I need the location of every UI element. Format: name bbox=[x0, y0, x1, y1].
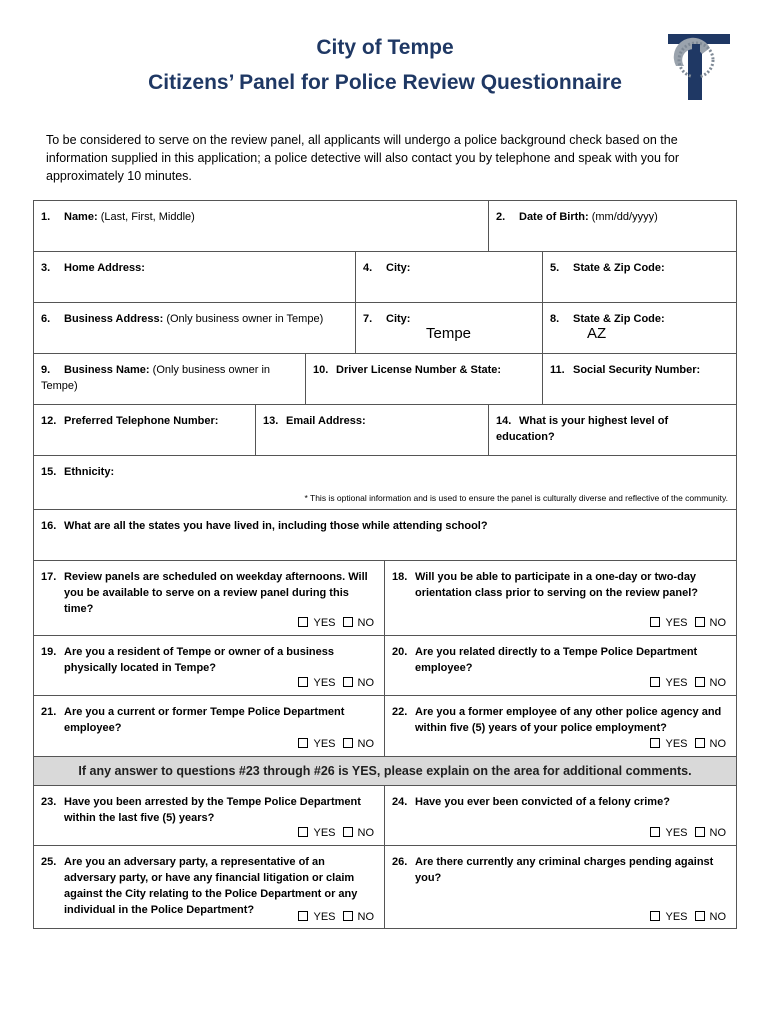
field-telephone[interactable]: 12. Preferred Telephone Number: bbox=[34, 405, 256, 456]
q20-no-option[interactable]: NO bbox=[695, 677, 727, 689]
form-title: City of Tempe bbox=[316, 36, 454, 59]
q20-yes-option[interactable]: YES bbox=[650, 677, 687, 689]
question-26-text: Are there currently any criminal charges pending against you? bbox=[415, 856, 714, 884]
field-ssn-label: Social Security Number: bbox=[573, 364, 701, 376]
field-business-city-label: City: bbox=[386, 313, 411, 325]
field-states-lived[interactable]: 16. What are all the states you have lived in, including those while attending school? bbox=[34, 510, 736, 561]
field-business-name-hint: (Only business owner in Tempe) bbox=[41, 364, 271, 392]
question-24-text: Have you ever been convicted of a felony crime? bbox=[415, 796, 670, 808]
question-18-text: Will you be able to participate in a one-day or two-day orientation class prior to serving on the review panel? bbox=[415, 571, 699, 599]
question-26: 26. Are there currently any criminal charges pending against you? YES NO bbox=[392, 856, 726, 923]
q23-yes-checkbox[interactable] bbox=[298, 827, 308, 837]
q26-yes-option[interactable]: YES bbox=[650, 911, 687, 923]
field-driver-license-label: Driver License Number & State: bbox=[336, 364, 502, 376]
form-subtitle: Citizens’ Panel for Police Review Questionnaire bbox=[148, 71, 622, 94]
question-17: 17. Review panels are scheduled on weekday afternoons. Will you be available to serve on a review panel during this time? YES NO bbox=[34, 561, 385, 636]
q26-no-checkbox[interactable] bbox=[695, 911, 705, 921]
field-email[interactable]: 13. Email Address: bbox=[256, 405, 489, 456]
field-education-label: What is your highest level of education? bbox=[496, 415, 669, 443]
field-business-address-label: Business Address: bbox=[64, 313, 164, 325]
field-home-address-label: Home Address: bbox=[64, 262, 145, 274]
questionnaire-form bbox=[33, 200, 737, 929]
q17-yes-checkbox[interactable] bbox=[298, 617, 308, 627]
field-name-label: Name: bbox=[64, 211, 98, 223]
field-ssn[interactable]: 11. Social Security Number: bbox=[543, 354, 736, 405]
question-25: 25. Are you an adversary party, a representative of an adversary party, or have any financial litigation or claim against the City relating to the Police Department or any individual in the Police Department? YES NO bbox=[34, 846, 385, 929]
field-state-zip[interactable]: 5. State & Zip Code: bbox=[543, 252, 736, 303]
q19-no-option[interactable]: NO bbox=[343, 677, 375, 689]
q25-no-option[interactable]: NO bbox=[343, 911, 375, 923]
q18-no-option[interactable]: NO bbox=[695, 617, 727, 629]
q19-yes-option[interactable]: YES bbox=[298, 677, 335, 689]
field-home-address[interactable]: 3. Home Address: bbox=[34, 252, 356, 303]
question-17-text: Review panels are scheduled on weekday afternoons. Will you be available to serve on a review panel during this time? bbox=[64, 571, 368, 615]
field-business-city-value[interactable]: Tempe bbox=[426, 325, 472, 342]
q21-yes-option[interactable]: YES bbox=[298, 738, 335, 750]
intro-paragraph: To be considered to serve on the review panel, all applicants will undergo a police background check based on the information supplied in this application; a police detective will also contact you by telephone and speak with you for approximately 10 minutes. bbox=[46, 133, 680, 183]
q22-yes-checkbox[interactable] bbox=[650, 738, 660, 748]
question-18: 18. Will you be able to participate in a one-day or two-day orientation class prior to serving on the review panel? YES NO bbox=[385, 561, 736, 636]
field-business-address[interactable]: 6. Business Address: (Only business owner in Tempe) bbox=[34, 303, 356, 354]
field-business-city[interactable]: 7. City: Tempe bbox=[356, 303, 543, 354]
question-19-text: Are you a resident of Tempe or owner of a business physically located in Tempe? bbox=[64, 646, 334, 674]
q17-no-option[interactable]: NO bbox=[343, 617, 375, 629]
q25-yes-checkbox[interactable] bbox=[298, 911, 308, 921]
field-city-label: City: bbox=[386, 262, 411, 274]
q20-yes-checkbox[interactable] bbox=[650, 677, 660, 687]
question-20-text: Are you related directly to a Tempe Police Department employee? bbox=[415, 646, 698, 674]
field-business-address-hint: (Only business owner in Tempe) bbox=[166, 313, 324, 325]
question-20: 20. Are you related directly to a Tempe Police Department employee? YES NO bbox=[385, 636, 736, 696]
q23-no-checkbox[interactable] bbox=[343, 827, 353, 837]
field-email-label: Email Address: bbox=[286, 415, 366, 427]
q20-no-checkbox[interactable] bbox=[695, 677, 705, 687]
q23-no-option[interactable]: NO bbox=[343, 827, 375, 839]
field-dob-label: Date of Birth: bbox=[519, 211, 589, 223]
q21-no-option[interactable]: NO bbox=[343, 738, 375, 750]
field-business-state-zip[interactable]: 8. State & Zip Code: AZ bbox=[543, 303, 736, 354]
q24-no-checkbox[interactable] bbox=[695, 827, 705, 837]
field-date-of-birth[interactable]: 2. Date of Birth: (mm/dd/yyyy) bbox=[489, 201, 736, 252]
q22-no-option[interactable]: NO bbox=[695, 738, 727, 750]
q18-no-checkbox[interactable] bbox=[695, 617, 705, 627]
field-ethnicity[interactable]: 15. Ethnicity: * This is optional information and is used to ensure the panel is culturally diverse and reflective of the community. bbox=[34, 456, 736, 510]
question-19: 19. Are you a resident of Tempe or owner of a business physically located in Tempe? YES NO bbox=[34, 636, 385, 696]
q19-no-checkbox[interactable] bbox=[343, 677, 353, 687]
question-21-text: Are you a current or former Tempe Police Department employee? bbox=[64, 706, 345, 734]
explanation-banner: If any answer to questions #23 through #26 is YES, please explain on the area for additional comments. bbox=[34, 756, 736, 786]
q21-yes-checkbox[interactable] bbox=[298, 738, 308, 748]
question-21: 21. Are you a current or former Tempe Police Department employee? YES NO bbox=[34, 696, 385, 756]
q25-yes-option[interactable]: YES bbox=[298, 911, 335, 923]
q17-no-checkbox[interactable] bbox=[343, 617, 353, 627]
field-city[interactable]: 4. City: bbox=[356, 252, 543, 303]
question-24: 24. Have you ever been convicted of a felony crime? YES NO bbox=[385, 786, 736, 846]
q18-yes-option[interactable]: YES bbox=[650, 617, 687, 629]
q23-yes-option[interactable]: YES bbox=[298, 827, 335, 839]
q24-yes-checkbox[interactable] bbox=[650, 827, 660, 837]
field-education[interactable]: 14. What is your highest level of education? bbox=[489, 405, 736, 456]
question-22-text: Are you a former employee of any other police agency and within five (5) years of your police employment? bbox=[415, 706, 722, 734]
field-state-zip-label: State & Zip Code: bbox=[573, 262, 665, 274]
q22-yes-option[interactable]: YES bbox=[650, 738, 687, 750]
q26-yes-checkbox[interactable] bbox=[650, 911, 660, 921]
field-name[interactable]: 1. Name: (Last, First, Middle) bbox=[34, 201, 489, 252]
q17-yes-option[interactable]: YES bbox=[298, 617, 335, 629]
field-business-name-label: Business Name: bbox=[64, 364, 150, 376]
field-dob-hint: (mm/dd/yyyy) bbox=[591, 211, 658, 223]
question-22: 22. Are you a former employee of any other police agency and within five (5) years of your police employment? YES NO bbox=[392, 706, 726, 750]
field-ethnicity-label: Ethnicity: bbox=[64, 466, 115, 478]
field-states-lived-label: What are all the states you have lived in, including those while attending school? bbox=[64, 520, 488, 532]
q18-yes-checkbox[interactable] bbox=[650, 617, 660, 627]
question-25-text: Are you an adversary party, a representative of an adversary party, or have any financial litigation or claim against the City relating to the Police Department or any individual in the Police Department? bbox=[64, 856, 358, 916]
q19-yes-checkbox[interactable] bbox=[298, 677, 308, 687]
q25-no-checkbox[interactable] bbox=[343, 911, 353, 921]
city-logo-icon bbox=[668, 32, 730, 100]
field-telephone-label: Preferred Telephone Number: bbox=[64, 415, 219, 427]
question-23: 23. Have you been arrested by the Tempe Police Department within the last five (5) years? YES NO bbox=[34, 786, 385, 846]
field-business-name[interactable]: 9. Business Name: (Only business owner in Tempe) bbox=[34, 354, 306, 405]
question-23-text: Have you been arrested by the Tempe Police Department within the last five (5) years? bbox=[64, 796, 361, 824]
field-business-state-zip-value[interactable]: AZ bbox=[587, 325, 607, 342]
field-driver-license[interactable]: 10. Driver License Number & State: bbox=[306, 354, 543, 405]
q24-no-option[interactable]: NO bbox=[695, 827, 727, 839]
q22-no-checkbox[interactable] bbox=[695, 738, 705, 748]
q21-no-checkbox[interactable] bbox=[343, 738, 353, 748]
ethnicity-note: * This is optional information and is used to ensure the panel is culturally diverse and reflective of the community. bbox=[304, 493, 728, 503]
field-business-state-zip-label: State & Zip Code: bbox=[573, 313, 665, 325]
q26-no-option[interactable]: NO bbox=[695, 911, 727, 923]
q24-yes-option[interactable]: YES bbox=[650, 827, 687, 839]
field-name-hint: (Last, First, Middle) bbox=[100, 211, 195, 223]
